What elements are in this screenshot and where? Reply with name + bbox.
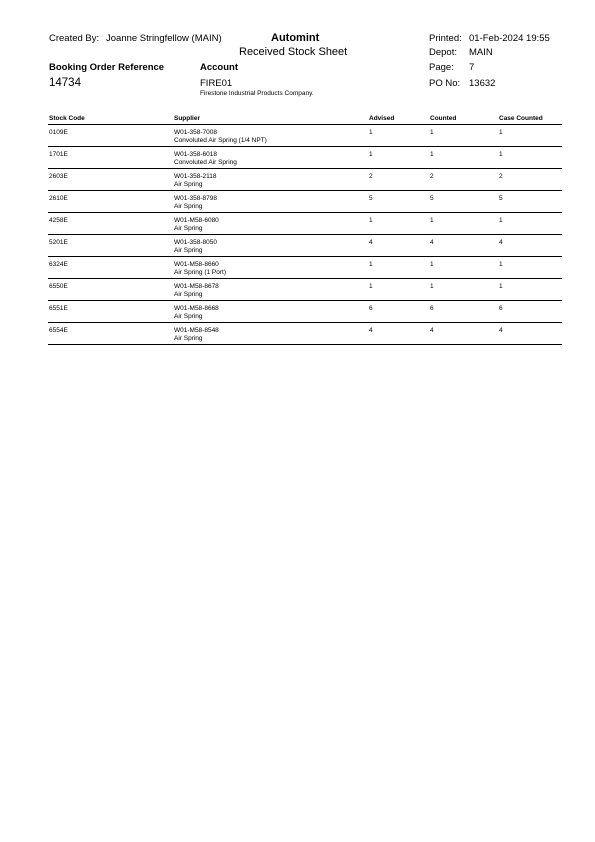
- counted-qty: 4: [430, 239, 434, 246]
- col-counted: Counted: [430, 115, 457, 122]
- supplier-ref: W01-M58-8660: [174, 261, 219, 268]
- advised-qty: 1: [369, 283, 373, 290]
- depot-value: MAIN: [469, 47, 493, 58]
- advised-qty: 4: [369, 239, 373, 246]
- table-row: [48, 125, 562, 147]
- case-counted-qty: 2: [499, 173, 503, 180]
- item-description: Air Spring (1 Port): [174, 269, 227, 276]
- supplier-ref: W01-358-7008: [174, 129, 217, 136]
- case-counted-qty: 1: [499, 129, 503, 136]
- item-description: Air Spring: [174, 181, 203, 188]
- advised-qty: 5: [369, 195, 373, 202]
- supplier-ref: W01-358-8798: [174, 195, 217, 202]
- item-description: Air Spring: [174, 291, 203, 298]
- counted-qty: 4: [430, 327, 434, 334]
- case-counted-qty: 6: [499, 305, 503, 312]
- case-counted-qty: 1: [499, 261, 503, 268]
- item-description: Air Spring: [174, 313, 203, 320]
- item-description: Convoluted Air Spring: [174, 159, 237, 166]
- printed-value: 01-Feb-2024 19:55: [469, 33, 550, 44]
- table-row: [48, 323, 562, 345]
- supplier-cell: [174, 195, 217, 211]
- table-row: [48, 191, 562, 213]
- po-label: PO No:: [429, 78, 461, 89]
- supplier-ref: W01-358-8050: [174, 239, 217, 246]
- table-header: [48, 114, 562, 125]
- page-value: 7: [469, 62, 475, 73]
- advised-qty: 4: [369, 327, 373, 334]
- col-case-counted: Case Counted: [499, 115, 543, 122]
- col-advised: Advised: [369, 115, 395, 122]
- table-row: [48, 257, 562, 279]
- supplier-cell: [174, 173, 217, 189]
- item-description: Air Spring: [174, 203, 203, 210]
- stock-code: 6324E: [49, 261, 68, 268]
- stock-code: 5201E: [49, 239, 68, 246]
- case-counted-qty: 4: [499, 327, 503, 334]
- col-supplier: Supplier: [174, 115, 201, 122]
- counted-qty: 5: [430, 195, 434, 202]
- supplier-cell: [174, 305, 219, 321]
- page-label: Page:: [429, 62, 454, 73]
- supplier-cell: [174, 129, 267, 145]
- item-description: Air Spring: [174, 247, 203, 254]
- counted-qty: 1: [430, 217, 434, 224]
- sheet-title: Received Stock Sheet: [239, 46, 348, 58]
- supplier-cell: [174, 283, 219, 299]
- supplier-ref: W01-M58-8668: [174, 305, 219, 312]
- po-value: 13632: [469, 78, 496, 89]
- counted-qty: 1: [430, 129, 434, 136]
- supplier-cell: [174, 327, 219, 343]
- item-description: Air Spring: [174, 225, 203, 232]
- supplier-cell: [174, 217, 219, 233]
- stock-code: 6551E: [49, 305, 68, 312]
- booking-ref-label: Booking Order Reference: [49, 62, 165, 73]
- account-code: FIRE01: [200, 78, 233, 89]
- advised-qty: 1: [369, 217, 373, 224]
- stock-code: 1701E: [49, 151, 68, 158]
- supplier-cell: [174, 239, 217, 255]
- table-row: [48, 235, 562, 257]
- counted-qty: 1: [430, 151, 434, 158]
- depot-label: Depot:: [429, 47, 457, 58]
- created-by-label: Created By:: [49, 33, 100, 44]
- table-row: [48, 301, 562, 323]
- supplier-ref: W01-M58-6080: [174, 217, 219, 224]
- stock-code: 6554E: [49, 327, 68, 334]
- supplier-ref: W01-358-6018: [174, 151, 217, 158]
- stock-code: 2610E: [49, 195, 68, 202]
- advised-qty: 1: [369, 261, 373, 268]
- stock-code: 6550E: [49, 283, 68, 290]
- supplier-cell: [174, 261, 226, 277]
- created-by-value: Joanne Stringfellow (MAIN): [106, 33, 222, 44]
- stock-code: 2603E: [49, 173, 68, 180]
- counted-qty: 2: [430, 173, 434, 180]
- table-row: [48, 147, 562, 169]
- stock-code: 0109E: [49, 129, 68, 136]
- case-counted-qty: 5: [499, 195, 503, 202]
- supplier-ref: W01-358-2118: [174, 173, 217, 180]
- counted-qty: 6: [430, 305, 434, 312]
- account-name: Firestone Industrial Products Company.: [200, 90, 314, 97]
- col-stock-code: Stock Code: [49, 115, 85, 122]
- booking-ref-value: 14734: [49, 77, 81, 89]
- table-body: [48, 125, 562, 345]
- supplier-cell: [174, 151, 237, 167]
- advised-qty: 2: [369, 173, 373, 180]
- case-counted-qty: 1: [499, 217, 503, 224]
- received-stock-table: [48, 114, 562, 345]
- advised-qty: 6: [369, 305, 373, 312]
- advised-qty: 1: [369, 129, 373, 136]
- supplier-ref: W01-M58-8548: [174, 327, 219, 334]
- item-description: Convoluted Air Spring (1/4 NPT): [174, 137, 267, 144]
- counted-qty: 1: [430, 283, 434, 290]
- company-name: Automint: [271, 32, 320, 44]
- advised-qty: 1: [369, 151, 373, 158]
- case-counted-qty: 4: [499, 239, 503, 246]
- table-row: [48, 169, 562, 191]
- supplier-ref: W01-M58-8678: [174, 283, 219, 290]
- account-label: Account: [200, 62, 238, 73]
- table-row: [48, 213, 562, 235]
- printed-label: Printed:: [429, 33, 462, 44]
- case-counted-qty: 1: [499, 151, 503, 158]
- case-counted-qty: 1: [499, 283, 503, 290]
- table-row: [48, 279, 562, 301]
- item-description: Air Spring: [174, 335, 203, 342]
- counted-qty: 1: [430, 261, 434, 268]
- stock-code: 4258E: [49, 217, 68, 224]
